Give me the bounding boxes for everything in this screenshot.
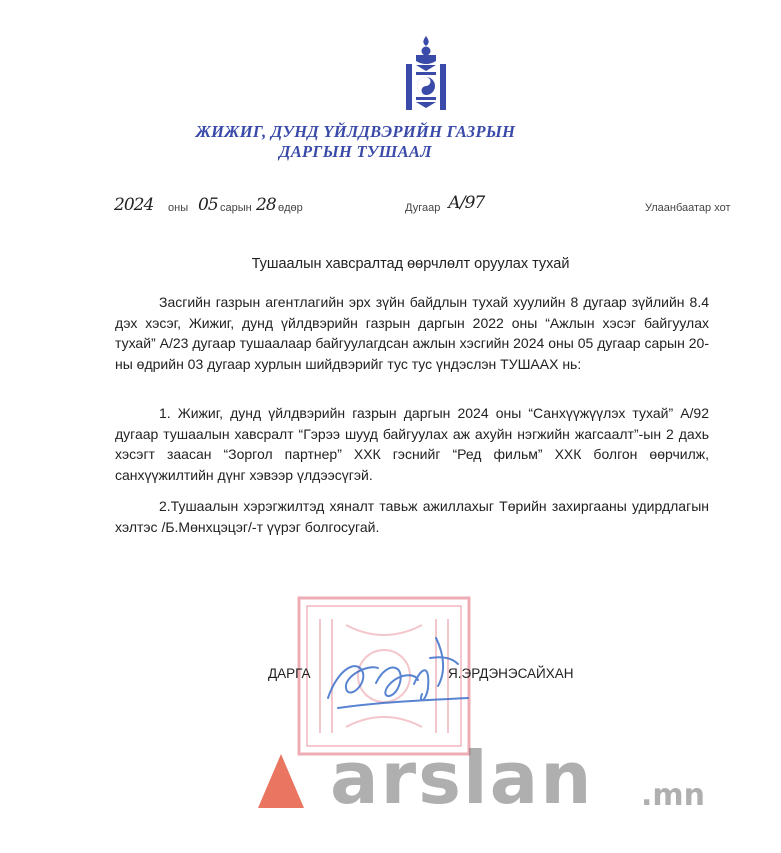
number-label: Дугаар: [405, 202, 441, 214]
handwritten-day: 28: [256, 195, 276, 215]
document-subject: Тушаалын хавсралтад өөрчлөлт оруулах тухай: [251, 256, 570, 272]
city-label: Улаанбаатар хот: [645, 202, 731, 214]
paragraph-item-1: 1. Жижиг, дунд үйлдвэрийн газрын даргын 2024 оны “Санхүүжүүлэх тухай” А/92 дугаар тушаалын хавсралт “Гэрээ шууд байгуулах аж ахуйн нэгжийн жагсаалт”-ын 2 дахь хэсэгт заасан “Зоргол партнер” ХХК гэснийг “Ред фильм” ХХК болгон өөрчилж, санхүүжилтийн дүнг хэвээр үлдээсүгэй.: [115, 405, 709, 483]
arslan-logo-icon: [256, 752, 306, 810]
paragraph-item-2: 2.Тушаалын хэрэгжилтэд хяналт тавьж ажиллахыг Төрийн захиргааны удирдлагын хэлтэс /Б.Мөнхцэцэг/-т үүрэг болгосугай.: [115, 498, 709, 535]
watermark-text: arslan: [330, 736, 594, 820]
org-title-line1: ЖИЖИГ, ДУНД ҮЙЛДВЭРИЙН ГАЗРЫН: [195, 122, 516, 141]
handwritten-signature: [318, 628, 478, 718]
signatory-name: Я.ЭРДЭНЭСАЙХАН: [448, 666, 574, 681]
soyombo-emblem-icon: [404, 34, 448, 112]
day-suffix: өдөр: [278, 202, 303, 214]
org-title-line2: ДАРГЫН ТУШААЛ: [279, 142, 432, 161]
handwritten-year: 2024: [114, 195, 154, 215]
signatory-title: ДАРГА: [268, 666, 311, 681]
watermark-domain: .mn: [641, 778, 706, 813]
month-suffix: сарын: [220, 202, 252, 214]
handwritten-month: 05: [198, 195, 218, 215]
year-suffix: оны: [168, 202, 189, 214]
paragraph-preamble: Засгийн газрын агентлагийн эрх зүйн байдлын тухай хуулийн 8 дугаар зүйлийн 8.4 дэх хэсэг, Жижиг, дунд үйлдвэрийн газрын даргын 2022 оны “Ажлын хэсэг байгуулах тухай” А/23 дугаар тушаалаар байгуулагдсан ажлын хэсгийн 2024 оны 05 дугаар сарын 20-ны өдрийн 03 дугаар хурлын шийдвэрийг тус тус үндэслэн ТУШААХ нь:: [115, 294, 709, 372]
handwritten-number: А/97: [448, 193, 485, 213]
